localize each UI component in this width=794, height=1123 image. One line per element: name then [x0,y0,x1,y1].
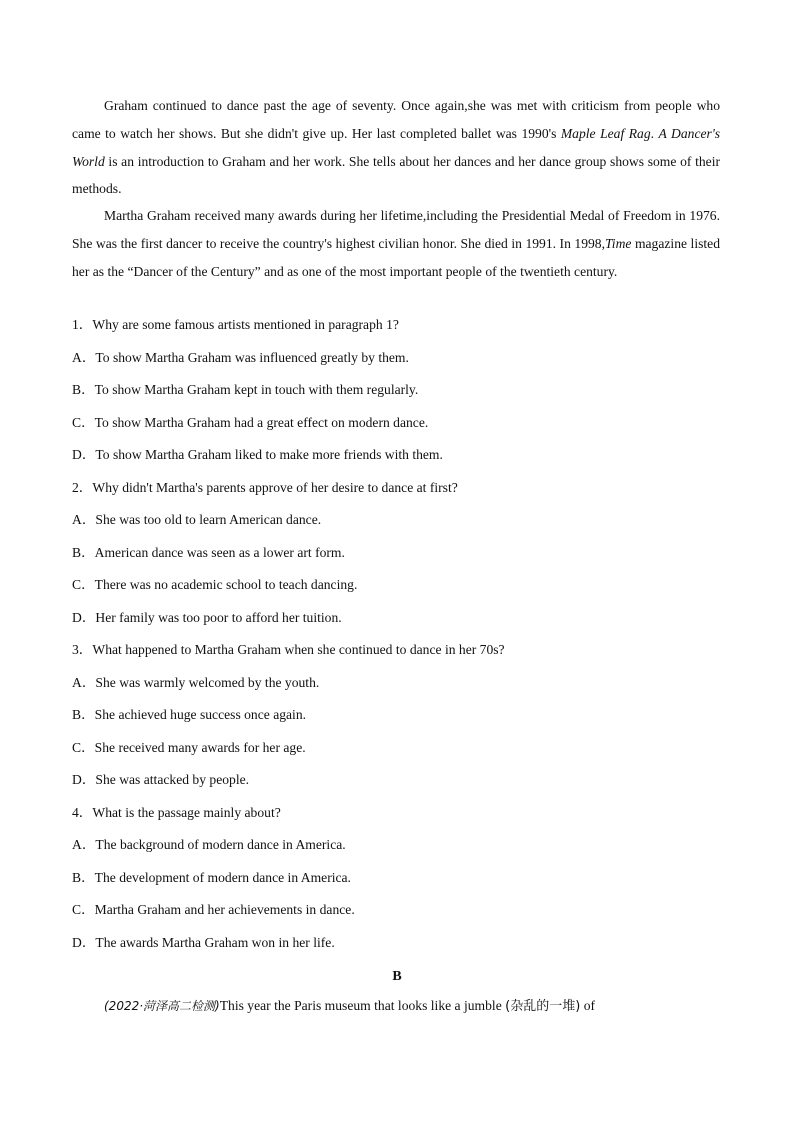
question-1-option-b[interactable]: B．To show Martha Graham kept in touch with them regularly. [72,382,419,397]
question-4-option-a[interactable]: A．The background of modern dance in America. [72,837,346,852]
passage-paragraph-1 [72,92,720,203]
paragraph-text: is an introduction to Graham and her work. She tells about her dances and her dance group shows some of their methods. [72,153,720,197]
paragraph-text: magazine listed her as the “Dancer of the Century” and as one of the most important people of the twentieth century. [72,235,721,279]
question-4-option-b[interactable]: B．The development of modern dance in America. [72,870,351,885]
question-2-option-c[interactable]: C．There was no academic school to teach dancing. [72,577,358,592]
question-1-option-a[interactable]: A．To show Martha Graham was influenced greatly by them. [72,350,409,365]
paragraph-text: . [650,125,659,141]
section-b-heading: B [392,969,402,984]
question-2-option-a[interactable]: A．She was too old to learn American dance. [72,512,322,527]
question-2-option-b[interactable]: B．American dance was seen as a lower art form. [72,545,345,560]
question-2-option-d[interactable]: D．Her family was too poor to afford her tuition. [72,610,342,625]
paragraph-text: Martha Graham received many awards during her lifetime,including the Presidential Medal of Freedom in 1976. She was the first dancer to receive the country's highest civilian honor. She died in 1991. In 1998, [72,208,720,251]
ballet-title: Maple Leaf Rag [560,125,651,141]
section-b-text-end: of [580,998,596,1013]
question-1-option-c[interactable]: C．To show Martha Graham had a great effect on modern dance. [72,415,429,430]
section-b-first-line [104,996,724,1017]
chinese-gloss: (杂乱的一堆) [505,999,581,1014]
question-1-stem: 1．Why are some famous artists mentioned in paragraph 1? [72,317,399,332]
question-4-stem: 4．What is the passage mainly about? [72,805,281,820]
question-4-option-c[interactable]: C．Martha Graham and her achievements in dance. [72,902,355,917]
question-1-option-d[interactable]: D．To show Martha Graham liked to make more friends with them. [72,447,443,462]
passage-paragraph-2 [72,202,720,285]
question-3-stem: 3．What happened to Martha Graham when she continued to dance in her 70s? [72,642,505,657]
paragraph-text: Graham continued to dance past the age of seventy. Once again,she was met with criticism from people who came to watch her shows. But she didn't give up. Her last completed ballet was 1990's [72,98,720,141]
question-3-option-d[interactable]: D．She was attacked by people. [72,772,250,787]
source-citation: (2022·菏泽高二检测) [104,999,220,1013]
question-3-option-c[interactable]: C．She received many awards for her age. [72,740,306,755]
work-title: A Dancer's World [72,125,721,169]
section-b-text: This year the Paris museum that looks like a jumble [219,998,506,1013]
question-3-option-b[interactable]: B．She achieved huge success once again. [72,707,307,722]
question-4-option-d[interactable]: D．The awards Martha Graham won in her life. [72,935,335,950]
magazine-title: Time [605,235,632,251]
question-2-stem: 2．Why didn't Martha's parents approve of her desire to dance at first? [72,480,458,495]
question-3-option-a[interactable]: A．She was warmly welcomed by the youth. [72,675,320,690]
